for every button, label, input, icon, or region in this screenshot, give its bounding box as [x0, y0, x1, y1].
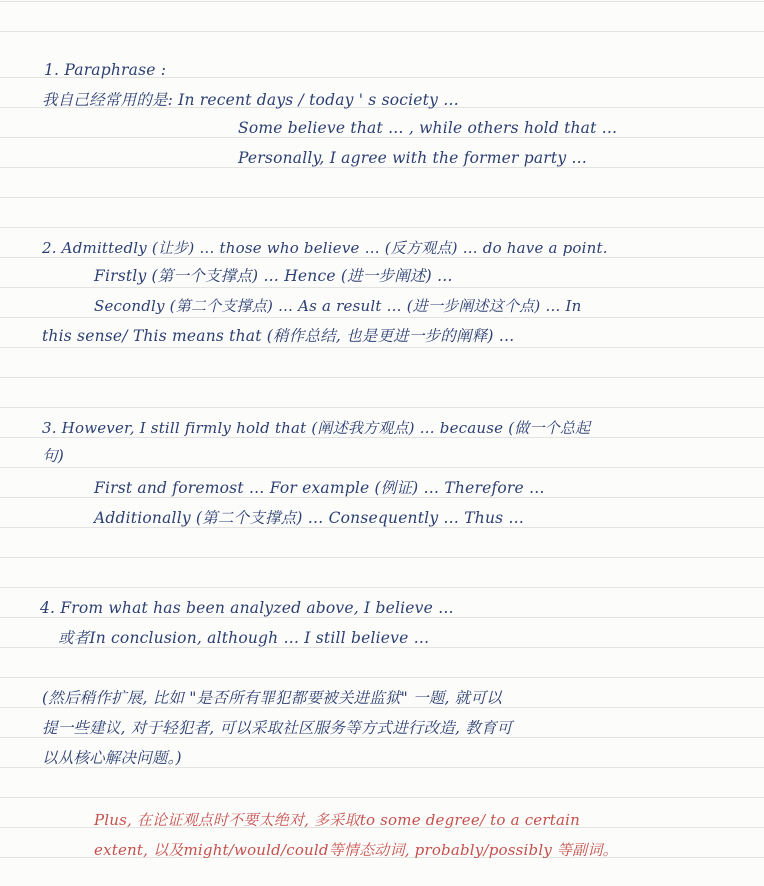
- section1-line1: 我自己经常用的是: In recent days / today ' s society …: [42, 91, 459, 109]
- section3-line4: Additionally (第二个支撑点) … Consequently … Thus …: [94, 509, 525, 527]
- section3-line1: 3. However, I still firmly hold that (阐述我方观点) … because (做一个总起: [42, 419, 591, 437]
- plus-line2: extent, 以及might/would/could等情态动词, probably/possibly 等副词。: [94, 841, 618, 859]
- section3-line2: 句): [42, 447, 64, 465]
- section1-line2: Some believe that … , while others hold that …: [238, 119, 618, 137]
- note-line2: 提一些建议, 对于轻犯者, 可以采取社区服务等方式进行改造, 教育可: [42, 719, 513, 737]
- section2-line3: Secondly (第二个支撑点) … As a result … (进一步阐述这个点) … In: [94, 297, 582, 315]
- section3-line3: First and foremost … For example (例证) … Therefore …: [94, 479, 545, 497]
- section2-line4: this sense/ This means that (稍作总结, 也是更进一步的阐释) …: [42, 327, 515, 345]
- section1-line3: Personally, I agree with the former party …: [238, 149, 588, 167]
- note-line1: (然后稍作扩展, 比如 "是否所有罪犯都要被关进监狱" 一题, 就可以: [42, 689, 502, 707]
- section1-heading: 1. Paraphrase :: [44, 61, 167, 79]
- note-line3: 以从核心解决问题。): [42, 749, 182, 767]
- plus-line1: Plus, 在论证观点时不要太绝对, 多采取to some degree/ to a certain: [94, 811, 580, 829]
- section4-line2: 或者In conclusion, although … I still believe …: [58, 629, 430, 647]
- section2-line1: 2. Admittedly (让步) … those who believe … (反方观点) … do have a point.: [42, 239, 608, 257]
- section2-line2: Firstly (第一个支撑点) … Hence (进一步阐述) …: [94, 267, 453, 285]
- section4-line1: 4. From what has been analyzed above, I believe …: [40, 599, 454, 617]
